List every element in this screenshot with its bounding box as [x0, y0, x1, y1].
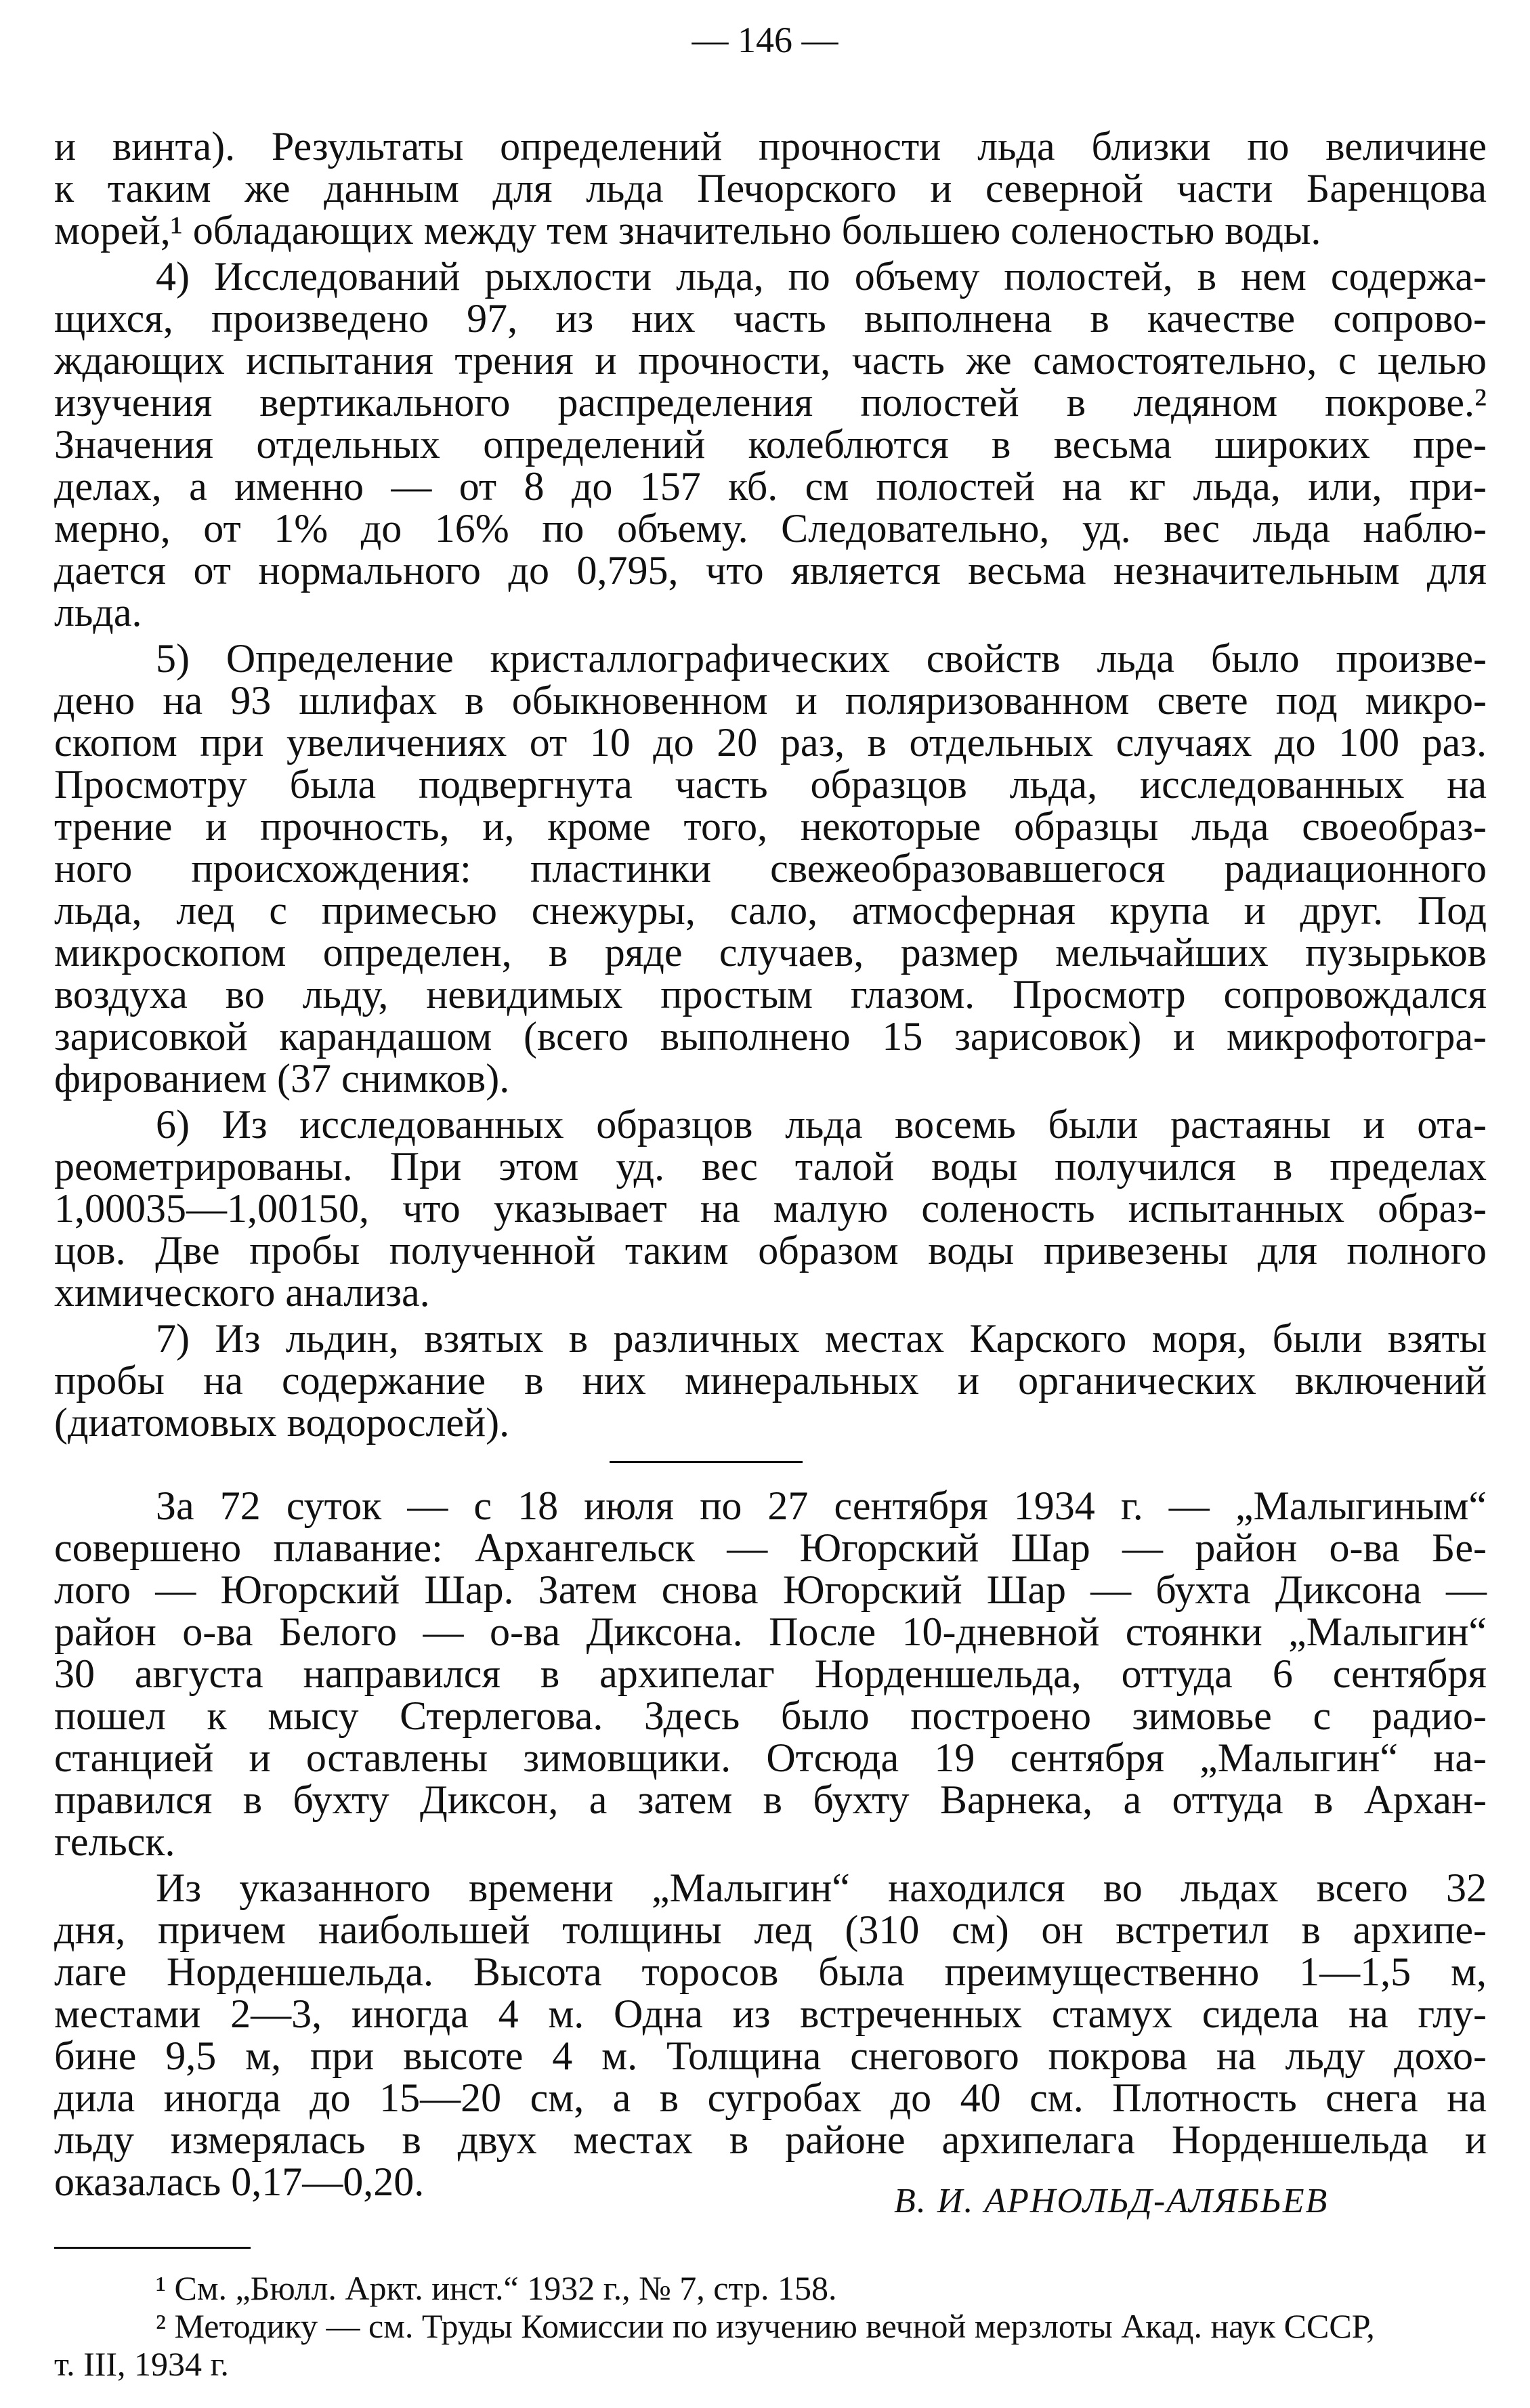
- text-line: совершено плавание: Архангельск — Югорский Шар — район о-ва Бе-: [54, 1525, 1487, 1570]
- text-line: станцией и оставлены зимовщики. Отсюда 19 сентября „Малыгин“ на-: [54, 1735, 1487, 1780]
- paragraph: [54, 1867, 1487, 2203]
- text-line: дила иногда до 15—20 см, а в сугробах до 40 см. Плотность снега на: [54, 2075, 1487, 2120]
- text-line: район о-ва Белого — о-ва Диксона. После 10-дневной стоянки „Малыгин“: [54, 1609, 1487, 1654]
- text-line: 30 августа направился в архипелаг Норденшельда, оттуда 6 сентября: [54, 1651, 1487, 1696]
- text-line: местами 2—3, иногда 4 м. Одна из встреченных стамух сидела на глу-: [54, 1991, 1487, 2036]
- footnote-divider: [54, 2247, 251, 2249]
- section-ice-research: [54, 125, 1487, 1443]
- text-line: пробы на содержание в них минеральных и органических включений: [54, 1358, 1487, 1403]
- text-line: воздуха во льду, невидимых простым глазом. Просмотр сопровождался: [54, 972, 1487, 1017]
- text-line: 4) Исследований рыхлости льда, по объему полостей, в нем содержа-: [156, 254, 1487, 299]
- text-line: льда.: [54, 590, 142, 635]
- text-line: цов. Две пробы полученной таким образом воды привезены для полного: [54, 1228, 1487, 1273]
- text-line: щихся, произведено 97, из них часть выполнена в качестве сопрово-: [54, 296, 1487, 341]
- footnote: [54, 2345, 1487, 2383]
- text-line: правился в бухту Диксон, а затем в бухту Варнека, а оттуда в Архан-: [54, 1777, 1487, 1822]
- footnote: [54, 2307, 1487, 2345]
- text-line: оказалась 0,17—0,20.: [54, 2159, 425, 2204]
- text-line: пошел к мысу Стерлегова. Здесь было построено зимовье с радио-: [54, 1693, 1487, 1738]
- text-line: ждающих испытания трения и прочности, часть же самостоятельно, с целью: [54, 338, 1487, 383]
- author-signature: В. И. АРНОЛЬД-АЛЯБЬЕВ: [894, 2182, 1329, 2220]
- text-line: дня, причем наибольшей толщины лед (310 см) он встретил в архипе-: [54, 1907, 1487, 1952]
- text-line: лого — Югорский Шар. Затем снова Югорский Шар — бухта Диксона —: [54, 1567, 1487, 1612]
- text-line: т. III, 1934 г.: [54, 2345, 229, 2383]
- text-line: реометрированы. При этом уд. вес талой воды получился в пределах: [54, 1144, 1487, 1189]
- text-line: льду измерялась в двух местах в районе архипелага Норденшельда и: [54, 2117, 1487, 2162]
- text-line: 7) Из льдин, взятых в различных местах Карского моря, были взяты: [156, 1316, 1487, 1361]
- paragraph: [54, 637, 1487, 1099]
- text-line: трение и прочность, и, кроме того, некоторые образцы льда своеобраз-: [54, 804, 1487, 849]
- footnotes: [54, 2269, 1487, 2383]
- text-line: ¹ См. „Бюлл. Аркт. инст.“ 1932 г., № 7, стр. 158.: [156, 2269, 837, 2307]
- text-line: скопом при увеличениях от 10 до 20 раз, в отдельных случаях до 100 раз.: [54, 720, 1487, 765]
- text-line: лаге Норденшельда. Высота торосов была преимущественно 1—1,5 м,: [54, 1949, 1487, 1994]
- text-line: гельск.: [54, 1819, 175, 1864]
- text-line: дено на 93 шлифах в обыкновенном и поляризованном свете под микро-: [54, 678, 1487, 723]
- text-line: микроскопом определен, в ряде случаев, размер мельчайших пузырьков: [54, 930, 1487, 975]
- text-line: химического анализа.: [54, 1270, 430, 1315]
- text-line: изучения вертикального распределения полостей в ледяном покрове.²: [54, 380, 1487, 425]
- text-line: и винта). Результаты определений прочности льда близки по величине: [54, 124, 1487, 169]
- text-line: фированием (37 снимков).: [54, 1056, 510, 1101]
- paragraph: [54, 255, 1487, 633]
- text-line: Из указанного времени „Малыгин“ находился во льдах всего 32: [156, 1865, 1487, 1910]
- text-line: 6) Из исследованных образцов льда восемь были растаяны и ота-: [156, 1102, 1487, 1147]
- text-line: зарисовкой карандашом (всего выполнено 15 зарисовок) и микрофотогра-: [54, 1014, 1487, 1059]
- text-line: Просмотру была подвергнута часть образцов льда, исследованных на: [54, 762, 1487, 807]
- text-line: За 72 суток — с 18 июля по 27 сентября 1934 г. — „Малыгиным“: [156, 1483, 1487, 1528]
- text-line: к таким же данным для льда Печорского и северной части Баренцова: [54, 166, 1487, 211]
- section-voyage: [54, 1485, 1487, 2203]
- text-line: морей,¹ обладающих между тем значительно большею соленостью воды.: [54, 208, 1321, 253]
- section-divider: [610, 1461, 803, 1463]
- text-line: бине 9,5 м, при высоте 4 м. Толщина снегового покрова на льду дохо-: [54, 2033, 1487, 2078]
- text-line: 5) Определение кристаллографических свойств льда было произве-: [156, 636, 1487, 681]
- paragraph: [54, 1317, 1487, 1443]
- text-line: (диатомовых водорослей).: [54, 1400, 510, 1445]
- text-line: Значения отдельных определений колеблются в весьма широких пре-: [54, 422, 1487, 467]
- page-number: — 146 —: [692, 20, 838, 60]
- paragraph: [54, 1485, 1487, 1863]
- paragraph: [54, 125, 1487, 251]
- text-line: мерно, от 1% до 16% по объему. Следовательно, уд. вес льда наблю-: [54, 506, 1487, 551]
- body-text: [54, 125, 1487, 2207]
- text-line: льда, лед с примесью снежуры, сало, атмосферная крупа и друг. Под: [54, 888, 1487, 933]
- footnote: [54, 2269, 1487, 2307]
- text-line: делах, а именно — от 8 до 157 кб. см полостей на кг льда, или, при-: [54, 464, 1487, 509]
- text-line: ного происхождения: пластинки свежеобразовавшегося радиационного: [54, 846, 1487, 891]
- text-line: ² Методику — см. Труды Комиссии по изучению вечной мерзлоты Акад. наук СССР,: [156, 2307, 1375, 2345]
- text-line: дается от нормального до 0,795, что является весьма незначительным для: [54, 548, 1487, 593]
- paragraph: [54, 1103, 1487, 1313]
- text-line: 1,00035—1,00150, что указывает на малую соленость испытанных образ-: [54, 1186, 1487, 1231]
